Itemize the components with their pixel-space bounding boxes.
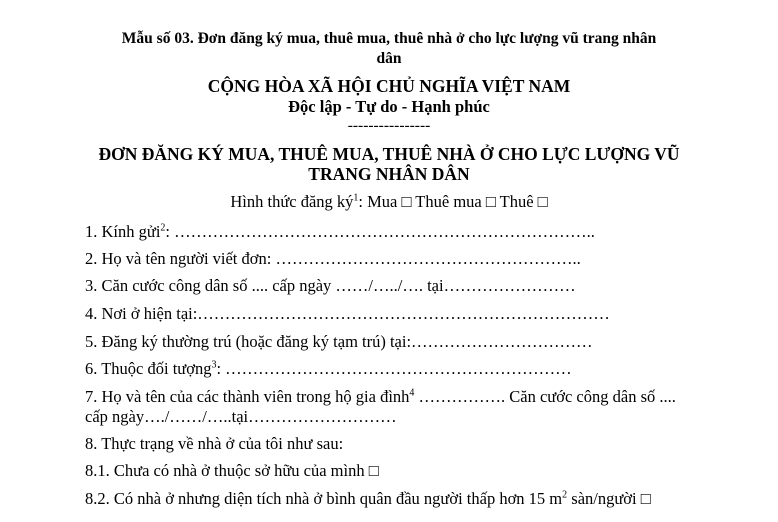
footnote-ref: 2 xyxy=(160,222,166,234)
registration-type-label: Hình thức đăng ký xyxy=(230,192,354,211)
item-8-housing-status: 8. Thực trạng về nhà ở của tôi như sau: xyxy=(85,434,344,453)
item-4-current-address: 4. Nơi ở hiện tại:………………………………………………………………… xyxy=(85,304,610,323)
item-7-label: 7. Họ và tên của các thành viên trong hộ gia đình xyxy=(85,387,410,406)
item-1-blank: : ………………………………………………………………….. xyxy=(165,222,595,241)
footnote-ref: 1 xyxy=(353,192,359,204)
registration-type xyxy=(0,192,778,212)
registration-type-options: : Mua □ Thuê mua □ Thuê □ xyxy=(358,192,548,211)
item-8-2-rest: sàn/người □ xyxy=(567,489,651,508)
superscript: 2 xyxy=(562,489,568,501)
item-8-1-no-house: 8.1. Chưa có nhà ở thuộc sở hữu của mình □ xyxy=(85,461,379,480)
item-2-applicant-name: 2. Họ và tên người viết đơn: ……………………………………………….. xyxy=(85,249,581,268)
item-7-continuation: cấp ngày…./……/…..tại……………………… xyxy=(85,407,397,426)
nation-header: CỘNG HÒA XÃ HỘI CHỦ NGHĨA VIỆT NAM xyxy=(207,76,571,96)
item-1-recipient xyxy=(85,222,595,242)
item-8-2-label: 8.2. Có nhà ở nhưng diện tích nhà ở bình quân đầu người thấp hơn 15 m xyxy=(85,489,563,508)
motto: Độc lập - Tự do - Hạnh phúc xyxy=(288,97,490,116)
item-6-target-group xyxy=(85,359,572,379)
item-7-blank: ……………. Căn cước công dân số .... xyxy=(414,387,676,406)
item-6-blank: : ……………………………………………………… xyxy=(216,359,572,378)
form-number-line2: dân xyxy=(376,50,402,67)
item-5-registered-residence: 5. Đăng ký thường trú (hoặc đăng ký tạm trú) tại:…………………………… xyxy=(85,332,593,351)
form-number-line1: Mẫu số 03. Đơn đăng ký mua, thuê mua, thuê nhà ở cho lực lượng vũ trang nhân xyxy=(121,30,657,47)
footnote-ref: 4 xyxy=(409,387,415,399)
item-3-id-card: 3. Căn cước công dân số .... cấp ngày ……/…../…. tại…………………… xyxy=(85,276,576,295)
title-line2: TRANG NHÂN DÂN xyxy=(308,164,470,184)
divider: ---------------- xyxy=(347,117,431,134)
item-8-2-small-house xyxy=(85,489,651,509)
item-6-label: 6. Thuộc đối tượng xyxy=(85,359,212,378)
item-1-label: 1. Kính gửi xyxy=(85,222,161,241)
footnote-ref: 3 xyxy=(211,359,217,371)
title-line1: ĐƠN ĐĂNG KÝ MUA, THUÊ MUA, THUÊ NHÀ Ở CHO LỰC LƯỢNG VŨ xyxy=(98,144,680,164)
item-7-household-members xyxy=(85,387,676,407)
